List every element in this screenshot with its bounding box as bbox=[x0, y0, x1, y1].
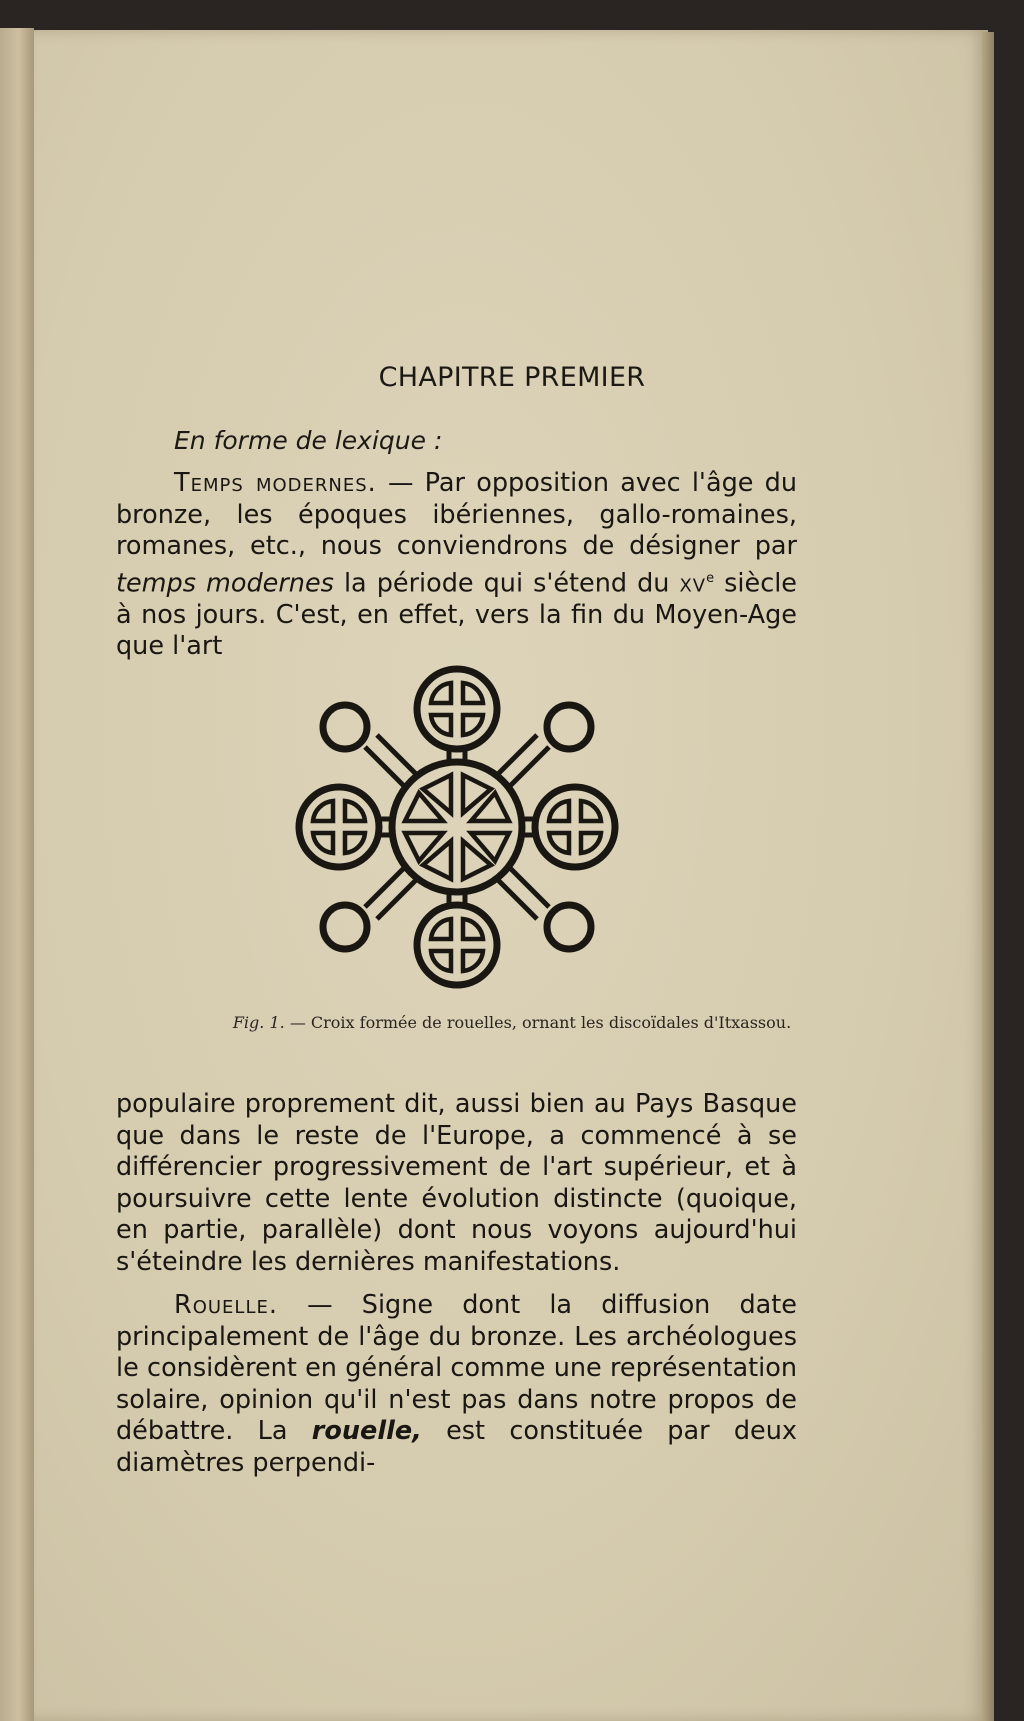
chapter-subtitle: En forme de lexique : bbox=[174, 426, 443, 455]
page-right-edge bbox=[982, 32, 994, 1721]
figure-caption: Fig. 1. — Croix formée de rouelles, ornant les discoïdales d'Itxassou. bbox=[232, 1013, 792, 1032]
term-temps-modernes: Temps modernes. bbox=[174, 468, 377, 498]
scan-background bbox=[0, 0, 1024, 30]
facing-page-edge bbox=[0, 28, 34, 1721]
chapter-title: CHAPITRE PREMIER bbox=[378, 362, 646, 393]
paragraph-rouelle: Rouelle. — Signe dont la diffusion date principalement de l'âge du bronze. Les archéologues le considèrent en général comme une représentation solaire, opinion qu'il n'est pas dans notre propos de débattre. La rouelle, est constituée par deux diamètres perpendi- bbox=[116, 1290, 797, 1478]
paragraph-art-populaire: populaire proprement dit, aussi bien au Pays Basque que dans le reste de l'Europe, a commencé à se différencier progressivement de l'art supérieur, et à poursuivre cette lente évolution distincte (quoique, en partie, parallèle) dont nous voyons aujourd'hui s'éteindre les dernières manifestations. bbox=[116, 1089, 797, 1277]
figure-label: Fig. 1. bbox=[232, 1013, 285, 1032]
rouelle-cross-figure bbox=[292, 662, 622, 992]
term-rouelle: Rouelle. bbox=[174, 1290, 278, 1320]
paragraph-temps-modernes: Temps modernes. — Par opposition avec l'âge du bronze, les époques ibériennes, gallo-romaines, romanes, etc., nous conviendrons de désigner par temps modernes la période qui s'étend du $xv^e$ siècle à nos jours. C'est, en effet, vers la fin du Moyen-Age que l'art bbox=[116, 468, 797, 661]
